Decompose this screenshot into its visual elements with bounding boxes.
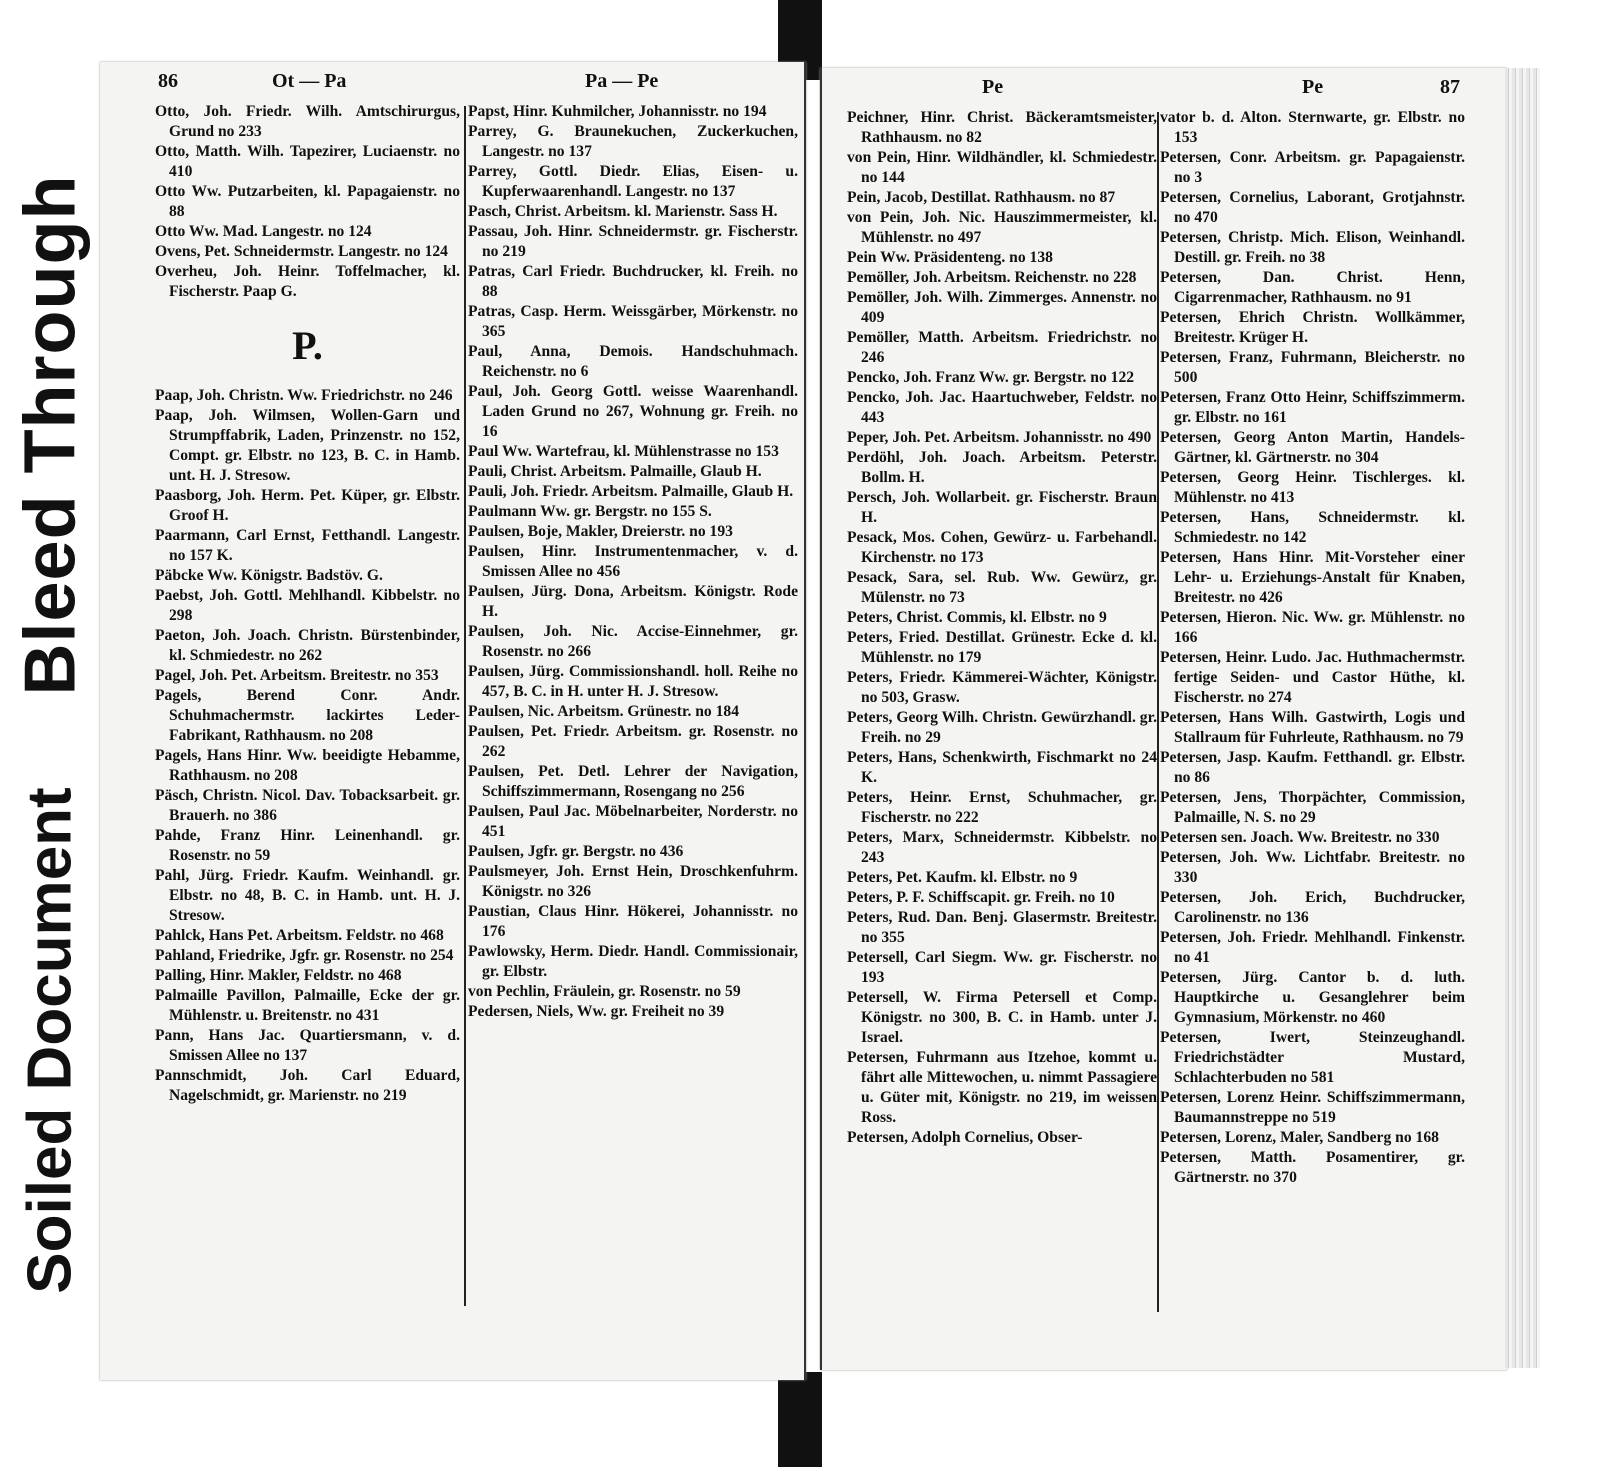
bleed-through-label: Bleed Through bbox=[10, 174, 91, 696]
directory-entry: von Pein, Hinr. Wildhändler, kl. Schmiedestr. no 144 bbox=[847, 149, 1157, 186]
right-page bbox=[820, 68, 1507, 1370]
directory-entry: Päbcke Ww. Königstr. Badstöv. G. bbox=[155, 567, 383, 584]
right-page-column-2 bbox=[1160, 108, 1465, 1188]
directory-entry: Petersen, Jasp. Kaufm. Fetthandl. gr. Elbstr. no 86 bbox=[1160, 749, 1465, 786]
left-page-column-2 bbox=[468, 102, 798, 1022]
directory-entry: Pagels, Berend Conr. Andr. Schuhmachermstr. lackirtes Leder-Fabrikant, Rathhausm. no 208 bbox=[155, 687, 460, 744]
column-divider-right bbox=[1157, 112, 1159, 1312]
left-header-range-1: Ot — Pa bbox=[272, 70, 347, 92]
directory-entry: Petersen, Joh. Erich, Buchdrucker, Carolinenstr. no 136 bbox=[1160, 889, 1465, 926]
directory-entry: Paeton, Joh. Joach. Christn. Bürstenbinder, kl. Schmiedestr. no 262 bbox=[155, 627, 460, 664]
directory-entry: Pesack, Sara, sel. Rub. Ww. Gewürz, gr. Mülenstr. no 73 bbox=[847, 569, 1157, 606]
directory-entry: Peters, Georg Wilh. Christn. Gewürzhandl. gr. Freih. no 29 bbox=[847, 709, 1157, 746]
directory-entry: Paulsen, Pet. Detl. Lehrer der Navigation, Schiffszimmermann, Rosengang no 256 bbox=[468, 763, 798, 800]
directory-entry: Petersen, Lorenz Heinr. Schiffszimmermann, Baumannstreppe no 519 bbox=[1160, 1089, 1465, 1126]
directory-entry: Paulsen, Jgfr. gr. Bergstr. no 436 bbox=[468, 843, 684, 860]
book-spine-bottom bbox=[778, 1372, 822, 1467]
directory-entry: Paulsmeyer, Joh. Ernst Hein, Droschkenfuhrm. Königstr. no 326 bbox=[468, 863, 798, 900]
directory-entry: Pemöller, Joh. Arbeitsm. Reichenstr. no 228 bbox=[847, 269, 1137, 286]
directory-entry: Peters, Friedr. Kämmerei-Wächter, Königstr. no 503, Grasw. bbox=[847, 669, 1157, 706]
directory-entry: Petersen, Fuhrmann aus Itzehoe, kommt u. fährt alle Mittewochen, u. nimmt Passagiere u. Güter mit, Königstr. no 219, im weissen Ross. bbox=[847, 1049, 1157, 1126]
directory-entry: Petersen, Hans Hinr. Mit-Vorsteher einer Lehr- u. Erziehungs-Anstalt für Knaben, Breitestr. no 426 bbox=[1160, 549, 1465, 606]
directory-entry: Petersen, Heinr. Ludo. Jac. Huthmachermstr. fertige Seiden- und Castor Hüthe, kl. Fischerstr. no 274 bbox=[1160, 649, 1465, 706]
directory-entry: Peters, Pet. Kaufm. kl. Elbstr. no 9 bbox=[847, 869, 1078, 886]
directory-entry: Pemöller, Joh. Wilh. Zimmerges. Annenstr. no 409 bbox=[847, 289, 1157, 326]
directory-entry: Paustian, Claus Hinr. Hökerei, Johannisstr. no 176 bbox=[468, 903, 798, 940]
directory-entry: Otto Ww. Mad. Langestr. no 124 bbox=[155, 223, 372, 240]
directory-entry: Peters, Rud. Dan. Benj. Glasermstr. Breitestr. no 355 bbox=[847, 909, 1157, 946]
directory-entry: Petersen, Ehrich Christn. Wollkämmer, Breitestr. Krüger H. bbox=[1160, 309, 1465, 346]
directory-entry: Pahlck, Hans Pet. Arbeitsm. Feldstr. no 468 bbox=[155, 927, 444, 944]
directory-entry: Pann, Hans Jac. Quartiersmann, v. d. Smissen Allee no 137 bbox=[155, 1027, 460, 1064]
directory-entry: Parrey, Gottl. Diedr. Elias, Eisen- u. Kupferwaarenhandl. Langestr. no 137 bbox=[468, 163, 798, 200]
directory-entry: Paul, Anna, Demois. Handschuhmach. Reichenstr. no 6 bbox=[468, 343, 798, 380]
directory-entry: Parrey, G. Braunekuchen, Zuckerkuchen, Langestr. no 137 bbox=[468, 123, 798, 160]
directory-entry: Petersen, Jürg. Cantor b. d. luth. Hauptkirche u. Gesanglehrer beim Gymnasium, Mörkenstr. no 460 bbox=[1160, 969, 1465, 1026]
directory-entry: Pahl, Jürg. Friedr. Kaufm. Weinhandl. gr. Elbstr. no 48, B. C. in Hamb. unt. H. J. Stresow. bbox=[155, 867, 460, 924]
soiled-document-label: Soiled Document bbox=[15, 786, 85, 1294]
directory-entry: vator b. d. Alton. Sternwarte, gr. Elbstr. no 153 bbox=[1160, 109, 1465, 146]
directory-entry: Pawlowsky, Herm. Diedr. Handl. Commissionair, gr. Elbstr. bbox=[468, 943, 798, 980]
directory-entry: Petersen, Georg Heinr. Tischlerges. kl. Mühlenstr. no 413 bbox=[1160, 469, 1465, 506]
column-divider-left bbox=[464, 106, 466, 1306]
directory-entry: Päsch, Christn. Nicol. Dav. Tobacksarbeit. gr. Brauerh. no 386 bbox=[155, 787, 460, 824]
directory-entry: Palmaille Pavillon, Palmaille, Ecke der gr. Mühlenstr. u. Breitenstr. no 431 bbox=[155, 987, 460, 1024]
directory-entry: Passau, Joh. Hinr. Schneidermstr. gr. Fischerstr. no 219 bbox=[468, 223, 798, 260]
directory-entry: Petersen, Cornelius, Laborant, Grotjahnstr. no 470 bbox=[1160, 189, 1465, 226]
directory-entry: Peters, Hans, Schenkwirth, Fischmarkt no 24 K. bbox=[847, 749, 1157, 786]
directory-entry: Paulsen, Boje, Makler, Dreierstr. no 193 bbox=[468, 523, 733, 540]
directory-entry: Petersell, W. Firma Petersell et Comp. Königstr. no 300, B. C. in Hamb. unter J. Israel. bbox=[847, 989, 1157, 1046]
directory-entry: Paulsen, Paul Jac. Möbelnarbeiter, Norderstr. no 451 bbox=[468, 803, 798, 840]
directory-entry: Petersen, Adolph Cornelius, Obser- bbox=[847, 1129, 1083, 1146]
directory-entry: Papst, Hinr. Kuhmilcher, Johannisstr. no 194 bbox=[468, 103, 767, 120]
right-header-range-2: Pe bbox=[1302, 76, 1324, 98]
left-page bbox=[100, 62, 806, 1380]
directory-entry: Pein Ww. Präsidenteng. no 138 bbox=[847, 249, 1053, 266]
directory-entry: Paap, Joh. Wilmsen, Wollen-Garn und Strumpffabrik, Laden, Prinzenstr. no 152, Compt. gr. Elbstr. no 123, B. C. in Hamb. unt. H. J. Stresow. bbox=[155, 407, 460, 484]
directory-entry: Ovens, Pet. Schneidermstr. Langestr. no 124 bbox=[155, 243, 448, 260]
directory-entry: Otto Ww. Putzarbeiten, kl. Papagaienstr. no 88 bbox=[155, 183, 460, 220]
directory-entry: Pauli, Christ. Arbeitsm. Palmaille, Glaub H. bbox=[468, 463, 762, 480]
directory-entry: Palling, Hinr. Makler, Feldstr. no 468 bbox=[155, 967, 402, 984]
directory-entry: Overheu, Joh. Heinr. Toffelmacher, kl. Fischerstr. Paap G. bbox=[155, 263, 460, 300]
directory-entry: Petersen, Matth. Posamentirer, gr. Gärtnerstr. no 370 bbox=[1160, 1149, 1465, 1186]
directory-entry: Pagel, Joh. Pet. Arbeitsm. Breitestr. no 353 bbox=[155, 667, 439, 684]
directory-entry: Peichner, Hinr. Christ. Bäckeramtsmeister, Rathhausm. no 82 bbox=[847, 109, 1157, 146]
directory-entry: Persch, Joh. Wollarbeit. gr. Fischerstr. Braun H. bbox=[847, 489, 1157, 526]
directory-entry: Pahde, Franz Hinr. Leinenhandl. gr. Rosenstr. no 59 bbox=[155, 827, 460, 864]
directory-entry: Patras, Carl Friedr. Buchdrucker, kl. Freih. no 88 bbox=[468, 263, 798, 300]
right-header-range-1: Pe bbox=[982, 76, 1004, 98]
directory-entry: Petersen, Christp. Mich. Elison, Weinhandl. Destill. gr. Freih. no 38 bbox=[1160, 229, 1465, 266]
directory-entry: Petersen, Georg Anton Martin, Handels-Gärtner, kl. Gärtnerstr. no 304 bbox=[1160, 429, 1465, 466]
directory-entry: Otto, Matth. Wilh. Tapezirer, Luciaenstr. no 410 bbox=[155, 143, 460, 180]
directory-entry: Petersen, Joh. Ww. Lichtfabr. Breitestr. no 330 bbox=[1160, 849, 1465, 886]
directory-entry: Pesack, Mos. Cohen, Gewürz- u. Farbehandl. Kirchenstr. no 173 bbox=[847, 529, 1157, 566]
directory-entry: Pencko, Joh. Jac. Haartuchweber, Feldstr. no 443 bbox=[847, 389, 1157, 426]
directory-entry: Paul Ww. Wartefrau, kl. Mühlenstrasse no 153 bbox=[468, 443, 779, 460]
right-page-column-1 bbox=[847, 108, 1157, 1148]
directory-entry: Petersen sen. Joach. Ww. Breitestr. no 330 bbox=[1160, 829, 1440, 846]
directory-entry: Peters, P. F. Schiffscapit. gr. Freih. no 10 bbox=[847, 889, 1115, 906]
page-stack-edge bbox=[1505, 68, 1540, 1368]
directory-entry: Pannschmidt, Joh. Carl Eduard, Nagelschmidt, gr. Marienstr. no 219 bbox=[155, 1067, 460, 1104]
directory-entry: Peters, Marx, Schneidermstr. Kibbelstr. no 243 bbox=[847, 829, 1157, 866]
directory-entry: Paebst, Joh. Gottl. Mehlhandl. Kibbelstr. no 298 bbox=[155, 587, 460, 624]
directory-entry: Paul, Joh. Georg Gottl. weisse Waarenhandl. Laden Grund no 267, Wohnung gr. Freih. no 16 bbox=[468, 383, 798, 440]
directory-entry: Petersen, Franz Otto Heinr, Schiffszimmerm. gr. Elbstr. no 161 bbox=[1160, 389, 1465, 426]
directory-entry: Paulsen, Jürg. Dona, Arbeitsm. Königstr. Rode H. bbox=[468, 583, 798, 620]
directory-entry: Petersen, Hieron. Nic. Ww. gr. Mühlenstr. no 166 bbox=[1160, 609, 1465, 646]
directory-entry: Petersen, Conr. Arbeitsm. gr. Papagaienstr. no 3 bbox=[1160, 149, 1465, 186]
directory-entry: Peters, Heinr. Ernst, Schuhmacher, gr. Fischerstr. no 222 bbox=[847, 789, 1157, 826]
directory-entry: Pedersen, Niels, Ww. gr. Freiheit no 39 bbox=[468, 1003, 725, 1020]
directory-entry: Petersen, Hans, Schneidermstr. kl. Schmiedestr. no 142 bbox=[1160, 509, 1465, 546]
section-letter: P. bbox=[292, 323, 323, 368]
left-header-range-2: Pa — Pe bbox=[585, 70, 659, 92]
directory-entry: Paap, Joh. Christn. Ww. Friedrichstr. no 246 bbox=[155, 387, 453, 404]
page-number-right: 87 bbox=[1440, 76, 1460, 98]
page-number-left: 86 bbox=[158, 70, 178, 92]
directory-entry: Petersell, Carl Siegm. Ww. gr. Fischerstr. no 193 bbox=[847, 949, 1157, 986]
directory-entry: Pauli, Joh. Friedr. Arbeitsm. Palmaille, Glaub H. bbox=[468, 483, 794, 500]
directory-entry: Perdöhl, Joh. Joach. Arbeitsm. Peterstr. Bollm. H. bbox=[847, 449, 1157, 486]
directory-entry: Pahland, Friedrike, Jgfr. gr. Rosenstr. no 254 bbox=[155, 947, 454, 964]
directory-entry: Peters, Fried. Destillat. Grünestr. Ecke d. kl. Mühlenstr. no 179 bbox=[847, 629, 1157, 666]
directory-entry: Pein, Jacob, Destillat. Rathhausm. no 87 bbox=[847, 189, 1116, 206]
left-page-header bbox=[100, 70, 804, 100]
directory-entry: Otto, Joh. Friedr. Wilh. Amtschirurgus, Grund no 233 bbox=[155, 103, 460, 140]
directory-entry: Peters, Christ. Commis, kl. Elbstr. no 9 bbox=[847, 609, 1107, 626]
directory-entry: Paulmann Ww. gr. Bergstr. no 155 S. bbox=[468, 503, 712, 520]
directory-entry: Paulsen, Jürg. Commissionshandl. holl. Reihe no 457, B. C. in H. unter H. J. Stresow. bbox=[468, 663, 798, 700]
directory-entry: Paulsen, Joh. Nic. Accise-Einnehmer, gr. Rosenstr. no 266 bbox=[468, 623, 798, 660]
directory-entry: Paulsen, Pet. Friedr. Arbeitsm. gr. Rosenstr. no 262 bbox=[468, 723, 798, 760]
directory-entry: Peper, Joh. Pet. Arbeitsm. Johannisstr. no 490 bbox=[847, 429, 1152, 446]
directory-entry: Paulsen, Hinr. Instrumentenmacher, v. d. Smissen Allee no 456 bbox=[468, 543, 798, 580]
right-page-header bbox=[822, 76, 1507, 106]
directory-entry: Pasch, Christ. Arbeitsm. kl. Marienstr. Sass H. bbox=[468, 203, 778, 220]
directory-entry: Paulsen, Nic. Arbeitsm. Grünestr. no 184 bbox=[468, 703, 740, 720]
directory-entry: Petersen, Joh. Friedr. Mehlhandl. Finkenstr. no 41 bbox=[1160, 929, 1465, 966]
directory-entry: Pagels, Hans Hinr. Ww. beeidigte Hebamme, Rathhausm. no 208 bbox=[155, 747, 460, 784]
directory-entry: Paasborg, Joh. Herm. Pet. Küper, gr. Elbstr. Groof H. bbox=[155, 487, 460, 524]
directory-entry: Patras, Casp. Herm. Weissgärber, Mörkenstr. no 365 bbox=[468, 303, 798, 340]
directory-entry: Petersen, Hans Wilh. Gastwirth, Logis und Stallraum für Fuhrleute, Rathhausm. no 79 bbox=[1160, 709, 1465, 746]
directory-entry: Petersen, Jens, Thorpächter, Commission, Palmaille, N. S. no 29 bbox=[1160, 789, 1465, 826]
directory-entry: Paarmann, Carl Ernst, Fetthandl. Langestr. no 157 K. bbox=[155, 527, 460, 564]
left-page-column-1 bbox=[155, 102, 460, 1106]
directory-entry: Petersen, Lorenz, Maler, Sandberg no 168 bbox=[1160, 1129, 1439, 1146]
directory-entry: von Pein, Joh. Nic. Hauszimmermeister, kl. Mühlenstr. no 497 bbox=[847, 209, 1157, 246]
directory-entry: Pencko, Joh. Franz Ww. gr. Bergstr. no 122 bbox=[847, 369, 1135, 386]
directory-entry: Petersen, Iwert, Steinzeughandl. Friedrichstädter Mustard, Schlachterbuden no 581 bbox=[1160, 1029, 1465, 1086]
directory-entry: Petersen, Dan. Christ. Henn, Cigarrenmacher, Rathhausm. no 91 bbox=[1160, 269, 1465, 306]
directory-entry: Petersen, Franz, Fuhrmann, Bleicherstr. no 500 bbox=[1160, 349, 1465, 386]
directory-entry: von Pechlin, Fräulein, gr. Rosenstr. no 59 bbox=[468, 983, 741, 1000]
directory-entry: Pemöller, Matth. Arbeitsm. Friedrichstr. no 246 bbox=[847, 329, 1157, 366]
